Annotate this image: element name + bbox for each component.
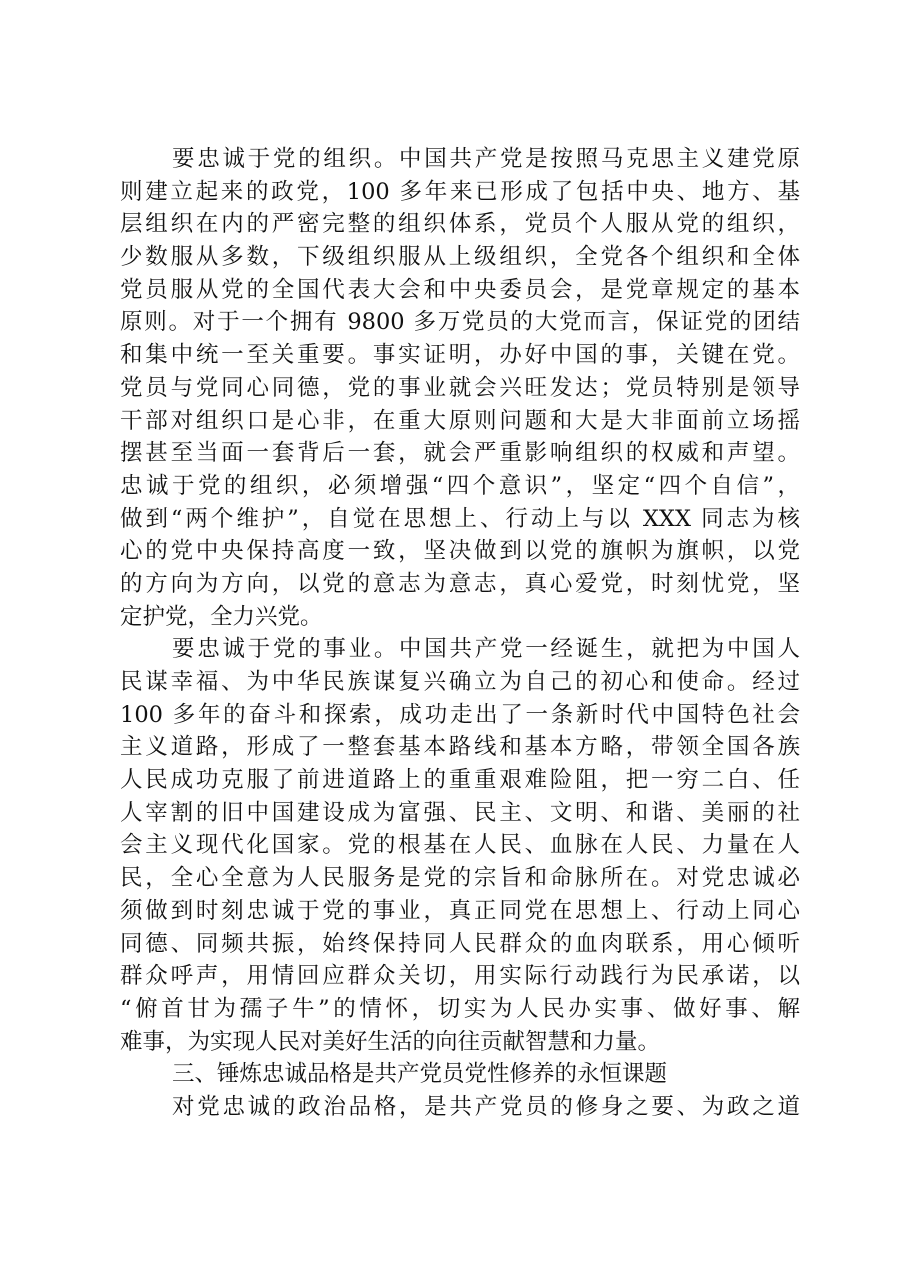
paragraph-1-line-5: 党员服从党的全国代表大会和中央委员会，是党章规定的基本 — [120, 276, 800, 303]
paragraph-2-line-11: 群众呼声，用情回应群众关切，用实际行动践行为民承诺，以 — [120, 963, 800, 990]
paragraph-1-line-12: 做到“两个维护”，自觉在思想上、行动上与以 XXX 同志为核 — [120, 505, 800, 532]
paragraph-1-line-14: 的方向为方向，以党的意志为意志，真心爱党，时刻忧党，坚 — [120, 570, 800, 597]
paragraph-1-line-7: 和集中统一至关重要。事实证明，办好中国的事，关键在党。 — [120, 342, 800, 369]
paragraph-2-line-10: 同德、同频共振，始终保持同人民群众的血肉联系，用心倾听 — [120, 930, 800, 957]
document-body — [120, 143, 800, 1124]
paragraph-4-line-1: 对党忠诚的政治品格，是共产党员的修身之要、为政之道 — [172, 1093, 800, 1120]
paragraph-1-line-13: 心的党中央保持高度一致，坚决做到以党的旗帜为旗帜，以党 — [120, 538, 800, 565]
paragraph-1-line-9: 干部对组织口是心非，在重大原则问题和大是大非面前立场摇 — [120, 407, 800, 434]
paragraph-2-line-8: 民，全心全意为人民服务是党的宗旨和命脉所在。对党忠诚必 — [120, 865, 800, 892]
paragraph-2-line-4: 主义道路，形成了一整套基本路线和基本方略，带领全国各族 — [120, 734, 800, 761]
paragraph-1-line-11: 忠诚于党的组织，必须增强“四个意识”，坚定“四个自信”， — [120, 472, 800, 499]
paragraph-2-line-9: 须做到时刻忠诚于党的事业，真正同党在思想上、行动上同心 — [120, 897, 800, 924]
paragraph-2-line-5: 人民成功克服了前进道路上的重重艰难险阻，把一穷二白、任 — [120, 767, 800, 794]
paragraph-2-line-13: 难事，为实现人民对美好生活的向往贡献智慧和力量。 — [120, 1028, 661, 1055]
section-heading-3: 三、锤炼忠诚品格是共产党员党性修养的永恒课题 — [172, 1061, 668, 1088]
paragraph-1-line-1: 要忠诚于党的组织。中国共产党是按照马克思主义建党原 — [172, 146, 800, 172]
paragraph-1-line-4: 少数服从多数，下级组织服从上级组织，全党各个组织和全体 — [120, 244, 800, 271]
paragraph-2-line-1: 要忠诚于党的事业。中国共产党一经诞生，就把为中国人 — [172, 636, 800, 663]
paragraph-1-line-3: 层组织在内的严密完整的组织体系，党员个人服从党的组织， — [120, 211, 800, 238]
paragraph-1-line-8: 党员与党同心同德，党的事业就会兴旺发达；党员特别是领导 — [120, 374, 800, 401]
paragraph-1-line-15: 定护党，全力兴党。 — [120, 603, 323, 630]
paragraph-2-line-2: 民谋幸福、为中华民族谋复兴确立为自己的初心和使命。经过 — [120, 669, 800, 695]
paragraph-2-line-7: 会主义现代化国家。党的根基在人民、血脉在人民、力量在人 — [120, 832, 800, 859]
paragraph-1-line-6: 原则。对于一个拥有 9800 多万党员的大党而言，保证党的团结 — [120, 309, 800, 336]
paragraph-2-line-6: 人宰割的旧中国建设成为富强、民主、文明、和谐、美丽的社 — [120, 799, 800, 826]
paragraph-2-line-3: 100 多年的奋斗和探索，成功走出了一条新时代中国特色社会 — [120, 701, 800, 728]
paragraph-1-line-2: 则建立起来的政党，100 多年来已形成了包括中央、地方、基 — [120, 178, 800, 205]
paragraph-2-line-12: “俯首甘为孺子牛”的情怀，切实为人民办实事、做好事、解 — [120, 995, 800, 1022]
paragraph-1-line-10: 摆甚至当面一套背后一套，就会严重影响组织的权威和声望。 — [120, 440, 800, 467]
